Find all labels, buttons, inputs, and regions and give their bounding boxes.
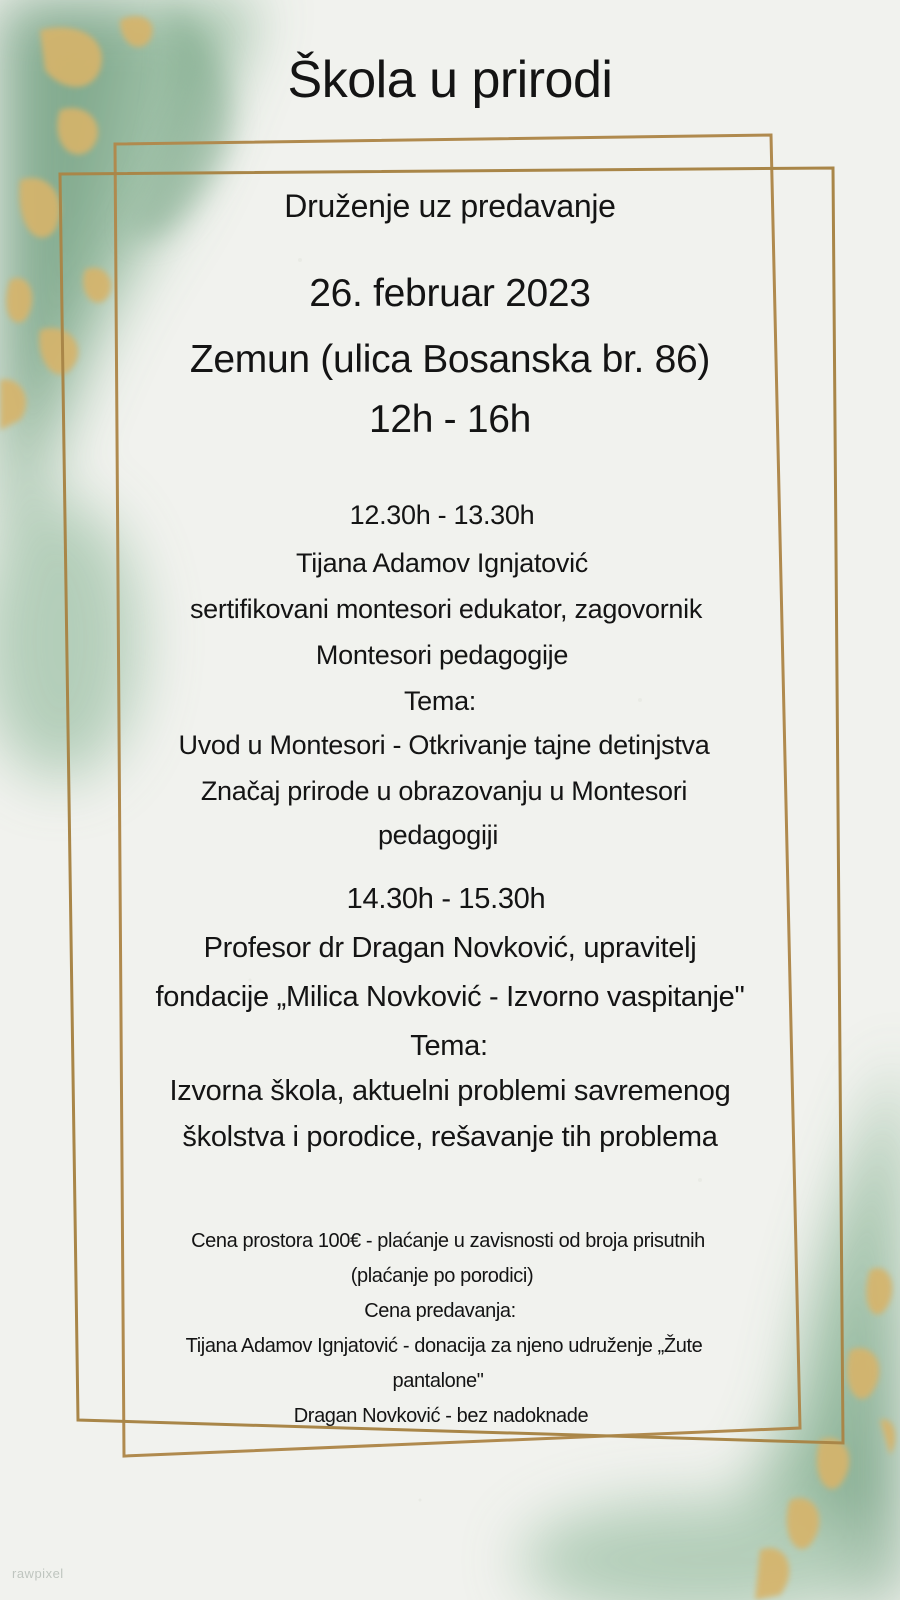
pricing-line6: Dragan Novković - bez nadoknade bbox=[293, 1405, 589, 1427]
event-hours: 12h - 16h bbox=[368, 398, 532, 441]
session2-topic-label: Tema: bbox=[410, 1030, 488, 1062]
session1-role-line1: sertifikovani montesori edukator, zagovornik bbox=[189, 594, 703, 624]
pricing-line5: pantalone" bbox=[392, 1370, 484, 1392]
event-subtitle: Druženje uz predavanje bbox=[284, 188, 616, 224]
session1-speaker: Tijana Adamov Ignjatović bbox=[296, 548, 588, 578]
event-location: Zemun (ulica Bosanska br. 86) bbox=[189, 338, 711, 381]
page-title: Škola u prirodi bbox=[287, 51, 613, 109]
session1-topic-label: Tema: bbox=[403, 686, 477, 716]
session1-time: 12.30h - 13.30h bbox=[349, 500, 535, 530]
session2-speaker-line1: Profesor dr Dragan Novković, upravitelj bbox=[203, 932, 697, 964]
session2-topic-line1: Izvorna škola, aktuelni problemi savremenog bbox=[169, 1075, 731, 1107]
session1-role-line2: Montesori pedagogije bbox=[315, 640, 569, 670]
pricing-line1: Cena prostora 100€ - plaćanje u zavisnosti od broja prisutnih bbox=[191, 1230, 705, 1252]
session2-topic-line2: školstva i porodice, rešavanje tih problema bbox=[182, 1121, 718, 1153]
watermark: rawpixel bbox=[12, 1566, 64, 1581]
session2-time: 14.30h - 15.30h bbox=[346, 883, 546, 915]
event-date: 26. februar 2023 bbox=[309, 272, 591, 315]
pricing-line4: Tijana Adamov Ignjatović - donacija za njeno udruženje „Žute bbox=[185, 1335, 703, 1357]
pricing-line2: (plaćanje po porodici) bbox=[350, 1265, 534, 1287]
session1-topic-line1: Uvod u Montesori - Otkrivanje tajne detinjstva bbox=[178, 730, 710, 760]
pricing-line3: Cena predavanja: bbox=[364, 1300, 516, 1322]
session1-topic-line2: Značaj prirode u obrazovanju u Montesori bbox=[200, 776, 688, 806]
session1-topic-line3: pedagogiji bbox=[377, 820, 499, 850]
session2-speaker-line2: fondacije „Milica Novković - Izvorno vaspitanje" bbox=[155, 981, 745, 1013]
